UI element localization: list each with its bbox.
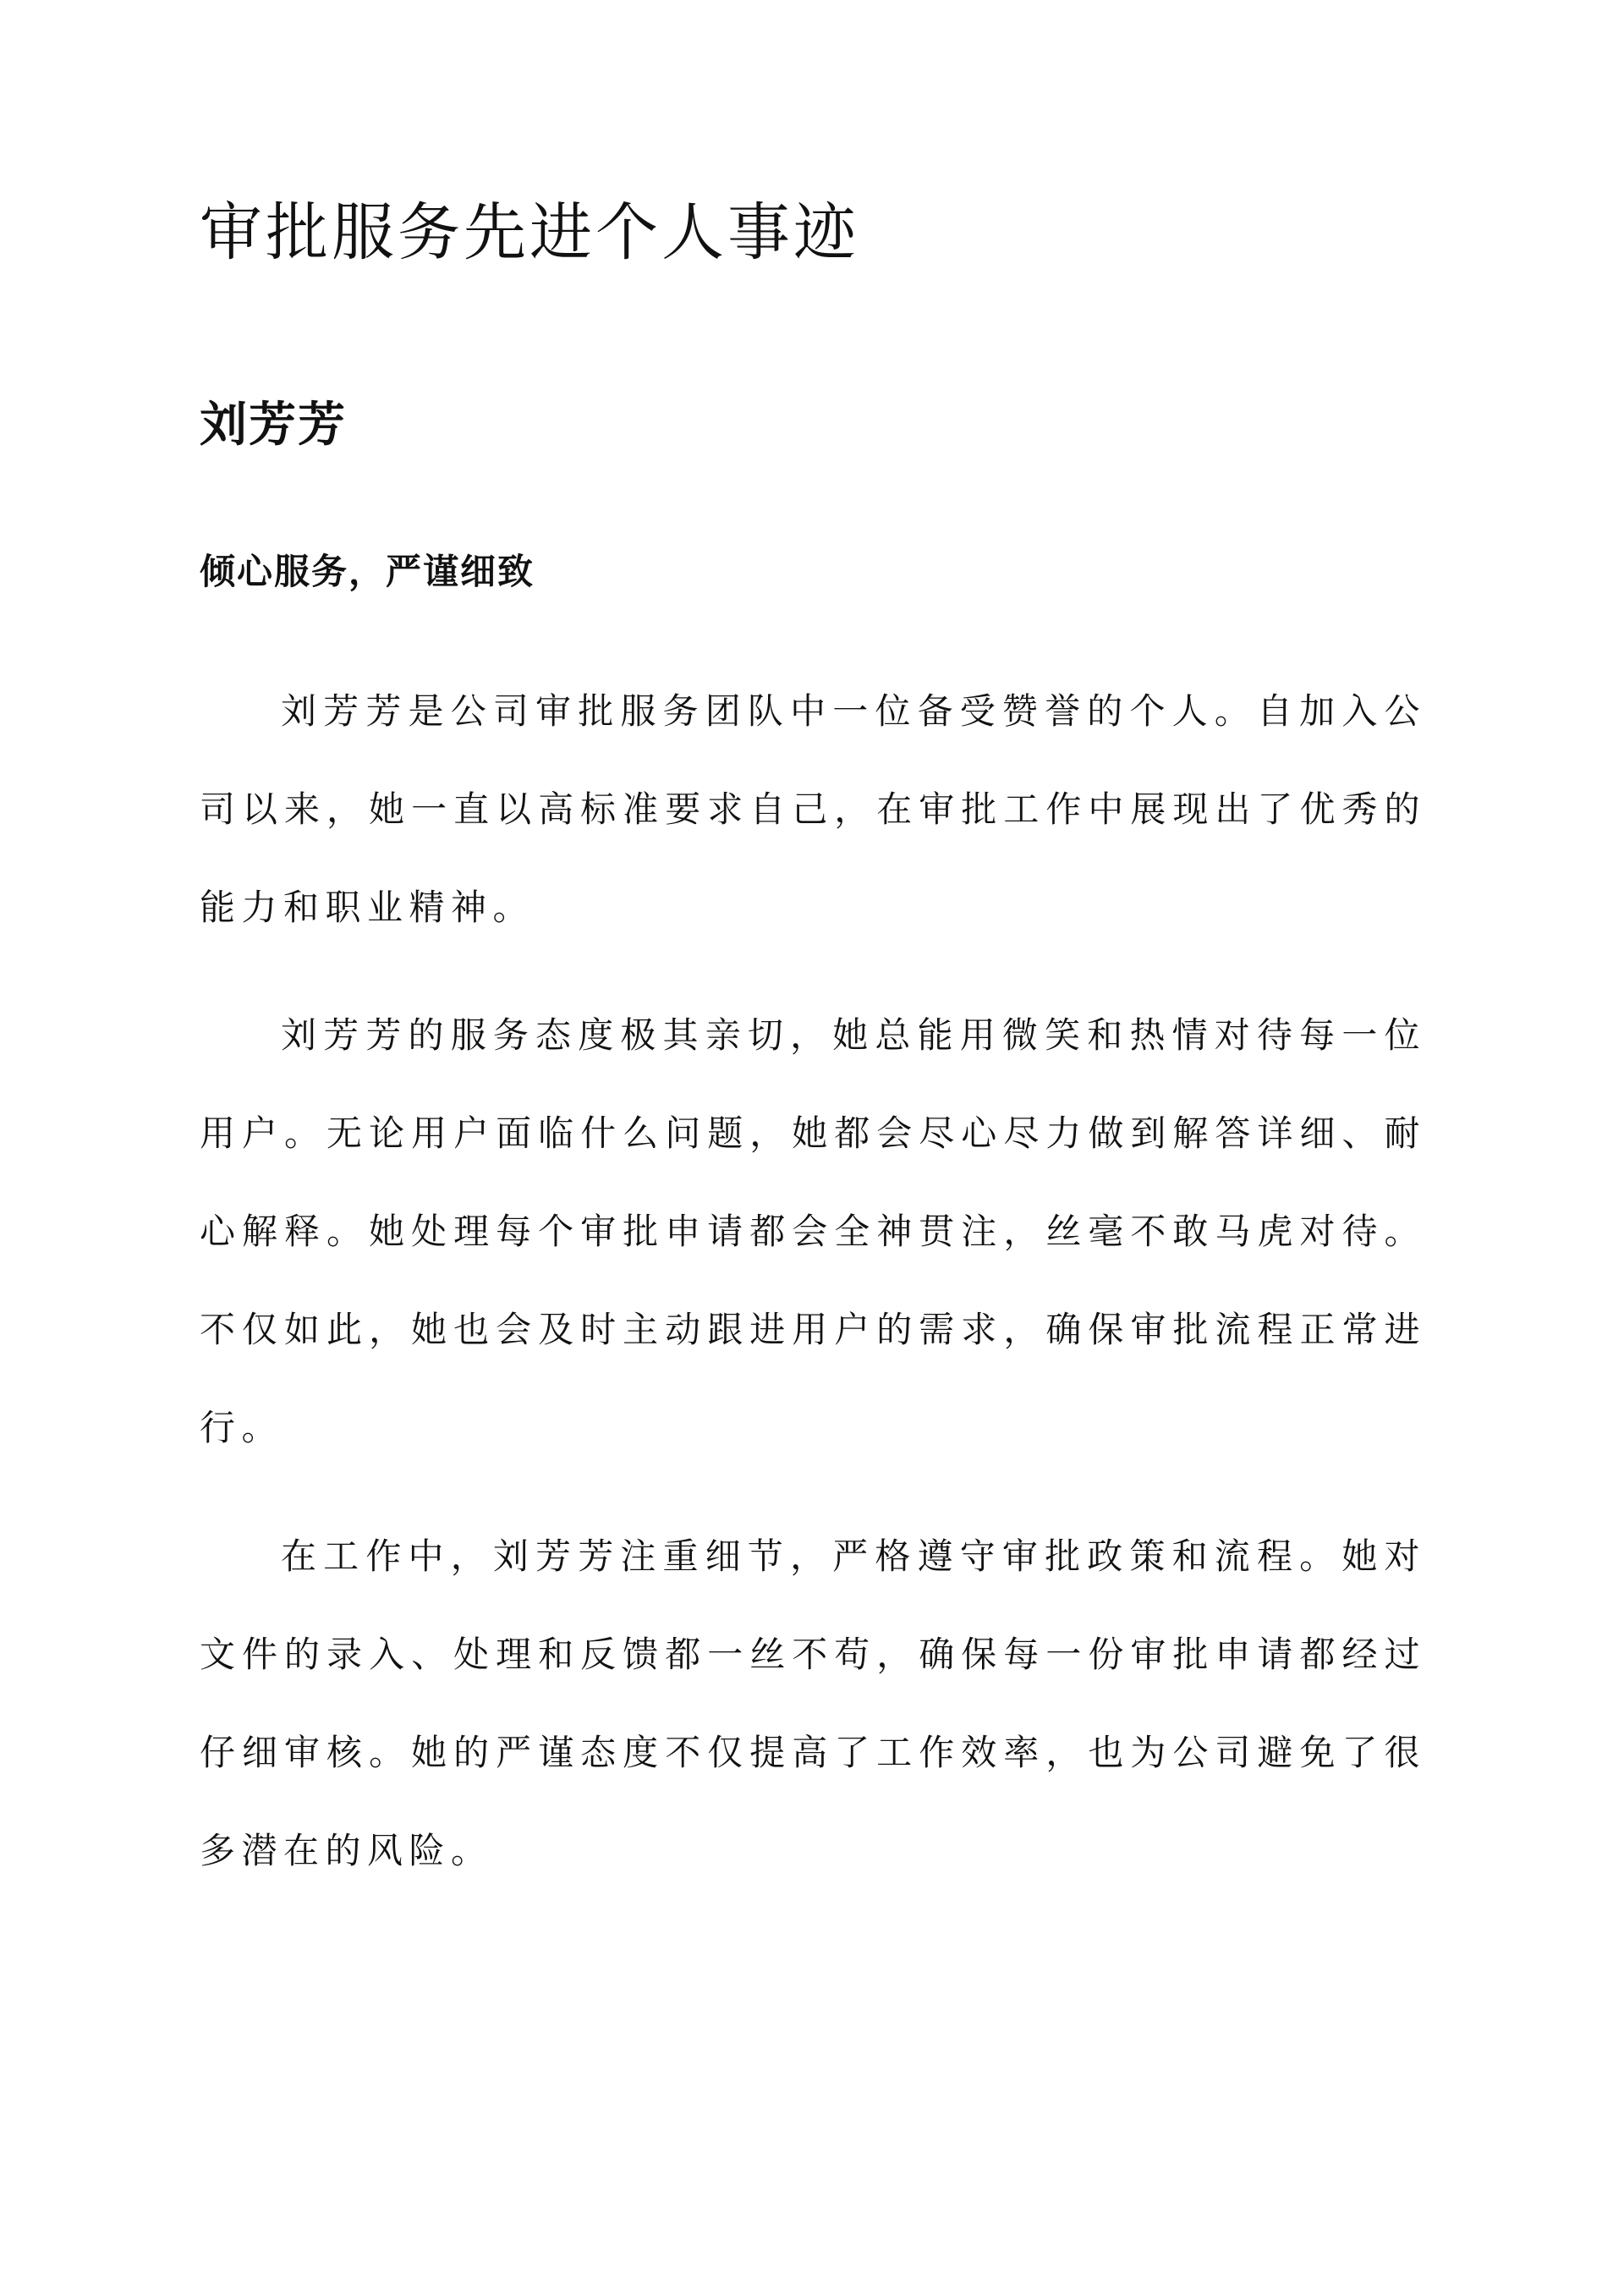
- body-paragraph: 刘芳芳的服务态度极其亲切，她总能用微笑和热情对待每一位用户。无论用户面临什么问题，她都会尽心尽力做到解答详细、耐心解释。她处理每个审批申请都会全神贯注，丝毫不敢马虎对待。不仅如此，她也会及时主动跟进用户的需求，确保审批流程正常进行。: [200, 1014, 1426, 1448]
- body-paragraph: 在工作中，刘芳芳注重细节，严格遵守审批政策和流程。她对文件的录入、处理和反馈都一丝不苟，确保每一份审批申请都经过仔细审核。她的严谨态度不仅提高了工作效率，也为公司避免了很多潜在的风险。: [200, 1535, 1426, 1871]
- document-title: 审批服务先进个人事迹: [200, 196, 859, 269]
- body-paragraph: 刘芳芳是公司审批服务团队中一位备受赞誉的个人。自加入公司以来，她一直以高标准要求自己，在审批工作中展现出了优秀的能力和职业精神。: [200, 690, 1426, 928]
- section-heading: 倾心服务，严谨细致: [200, 551, 535, 592]
- person-name-heading: 刘芳芳: [200, 397, 347, 453]
